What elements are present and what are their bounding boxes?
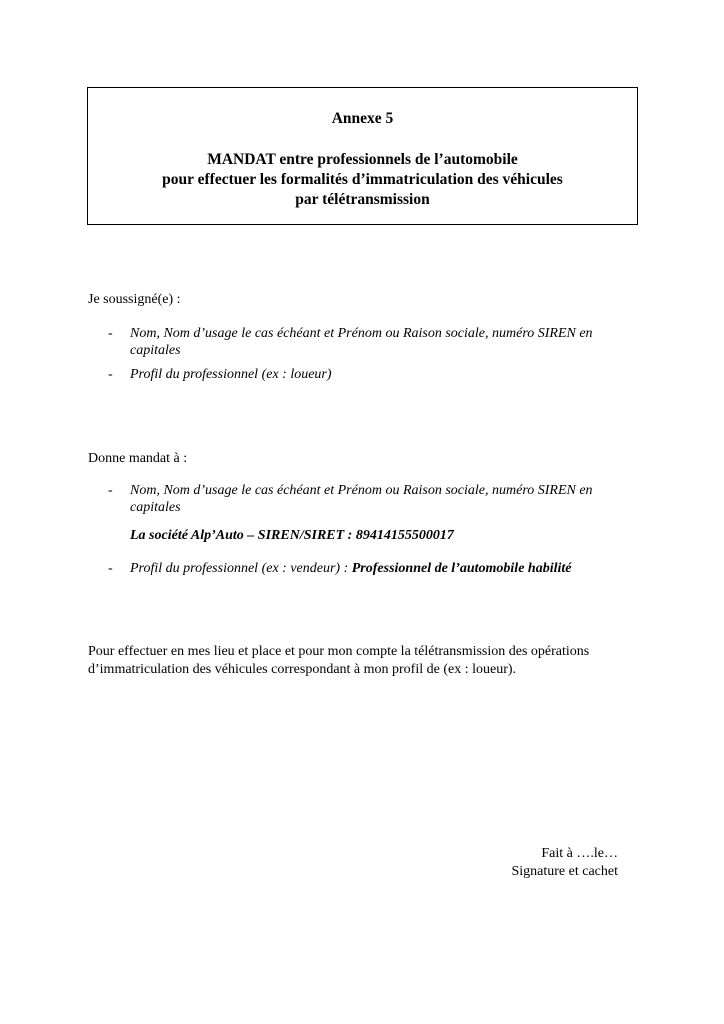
paragraph-line: Pour effectuer en mes lieu et place et pour mon compte la télétransmission des opérations (88, 644, 590, 659)
paragraph-line: d’immatriculation des véhicules correspondant à mon profil de (ex : loueur). (88, 662, 517, 677)
mandataire-intro: Donne mandat à : (88, 451, 188, 466)
list-item (108, 325, 628, 361)
mandataire-profile-field (130, 560, 630, 577)
list-dash: - (108, 326, 113, 341)
profile-value: Professionnel de l’automobile habilité (351, 561, 572, 576)
mandate-title-line: par télétransmission (295, 191, 430, 208)
item-line: capitales (130, 343, 181, 358)
mandant-profile-field (130, 366, 630, 383)
list-dash: - (108, 483, 113, 498)
mandant-identity-field (130, 325, 630, 359)
item-line: Nom, Nom d’usage le cas échéant et Prénom ou Raison sociale, numéro SIREN en (130, 483, 593, 498)
item-line: capitales (130, 500, 181, 515)
mandate-title-line: MANDAT entre professionnels de l’automobile (207, 151, 518, 168)
profile-label: Profil du professionnel (ex : vendeur) : (130, 561, 352, 576)
item-line: Nom, Nom d’usage le cas échéant et Prénom ou Raison sociale, numéro SIREN en (130, 326, 593, 341)
mandataire-identity-field (130, 482, 630, 516)
list-item (108, 366, 628, 384)
list-item (108, 560, 628, 578)
title-box (87, 87, 638, 225)
item-line: Profil du professionnel (ex : loueur) (130, 367, 332, 382)
mandate-title (88, 150, 637, 210)
mandant-intro: Je soussigné(e) : (88, 292, 181, 307)
mandate-title-line: pour effectuer les formalités d’immatriculation des véhicules (162, 171, 563, 188)
purpose-paragraph (88, 643, 648, 679)
list-dash: - (108, 367, 113, 382)
signature-label: Signature et cachet (511, 864, 618, 879)
list-dash: - (108, 561, 113, 576)
annexe-heading: Annexe 5 (331, 110, 394, 127)
place-date-line: Fait à ….le… (541, 846, 618, 861)
list-item (108, 482, 628, 518)
signature-block (511, 845, 618, 881)
company-identity: La société Alp’Auto – SIREN/SIRET : 89414155500017 (130, 528, 454, 543)
